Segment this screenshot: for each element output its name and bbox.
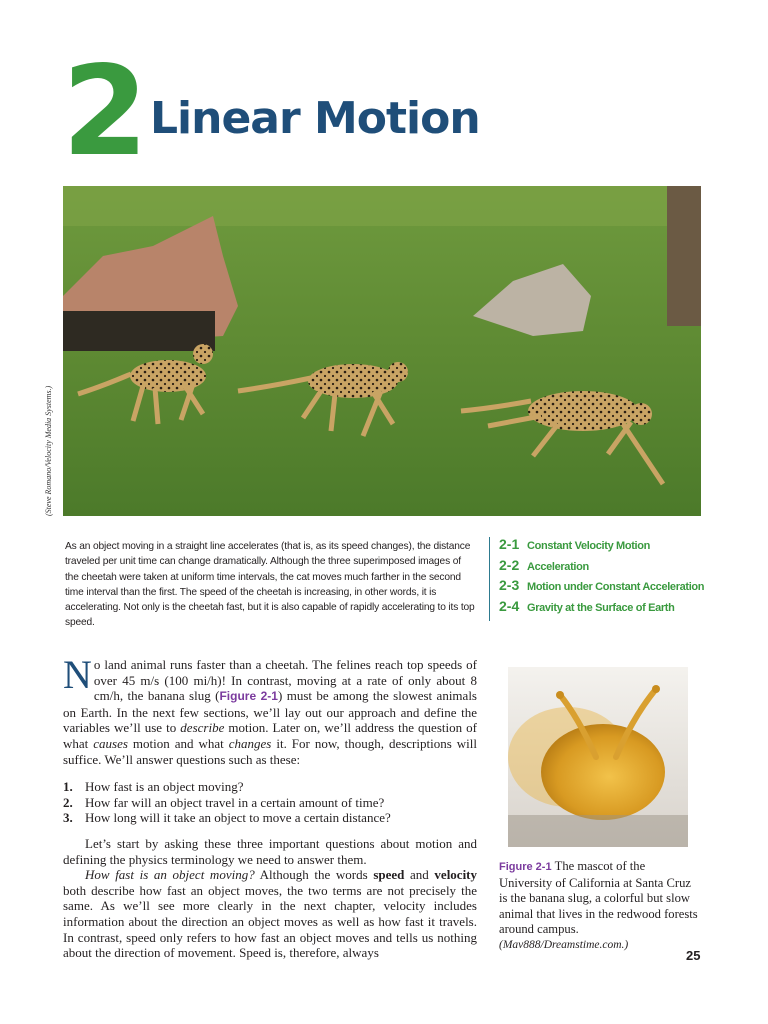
question-list (63, 779, 477, 826)
drop-cap: N (63, 652, 92, 697)
paragraph: How fast is an object moving? Although the words speed and velocity both describe how fast an object moves, the two terms are not precisely the same. As we’ll see more clearly in the next chapter, velocity includes information about the direction an object moves as well as how fast it travels. In contrast, speed only refers to how fast an object moves and tells us nothing about the direction of movement. Speed is, therefore, always (63, 867, 478, 961)
figure-caption-text: The mascot of the University of California at Santa Cruz is the banana slug, a colorful but slow animal that lives in the redwood forests around campus. (499, 859, 698, 936)
section-item[interactable]: 2-4 Gravity at the Surface of Earth (499, 597, 675, 614)
photo-credit: (Steve Romano/Velocity Media Systems.) (44, 385, 53, 516)
section-item[interactable]: 2-3 Motion under Constant Acceleration (499, 577, 705, 594)
section-item[interactable]: 2-2 Acceleration (499, 556, 589, 573)
figure-label: Figure 2-1 (499, 861, 555, 873)
intro-paragraph: No land animal runs faster than a cheetah. The felines reach top speeds of over 45 m/s (100 mi/h)! In contrast, moving at a rate of only about 8 cm/h, the banana slug (Figure 2-1) must be among the slowest animals on Earth. In the next few sections, we’ll lay out our approach and define the variables we’ll use to describe motion. Later on, we’ll address the question of what causes motion and what changes it. For now, though, descriptions will suffice. We’ll answer questions such as these: (63, 652, 477, 767)
paragraph: Let’s start by asking these three important questions about motion and defining the physics terminology we need to answer them. (63, 835, 477, 867)
hero-caption: As an object moving in a straight line accelerates (that is, as its speed changes), the distance traveled per unit time can change dramatically. Although the three superimposed images of the cheetah were taken at uniform time intervals, the cat moves much farther in the second time interval than the first. The speed of the cheetah is increasing, in other words, it is accelerating. Not only is the cheetah fast, but it is also capable of rapidly accelerating to its top speed. (65, 541, 475, 629)
banana-slug-photo (508, 667, 688, 847)
toc-divider (489, 537, 490, 621)
chapter-title: Linear Motion (150, 93, 480, 144)
list-item: 1. How fast is an object moving? (63, 779, 244, 795)
section-item[interactable]: 2-1 Constant Velocity Motion (499, 536, 650, 552)
figure-reference-link[interactable]: Figure 2-1 (219, 689, 278, 704)
body-text (63, 652, 478, 961)
chapter-number: 2 (62, 40, 145, 184)
figure-caption (499, 859, 699, 953)
list-item: 3. How long will it take an object to move a certain distance? (63, 810, 391, 826)
list-item: 2. How far will an object travel in a certain amount of time? (63, 794, 385, 810)
figure-credit: (Mav888/Dreamstime.com.) (499, 938, 629, 951)
page-number: 25 (686, 948, 701, 963)
section-list (499, 536, 739, 618)
cheetah-photo (63, 186, 701, 516)
